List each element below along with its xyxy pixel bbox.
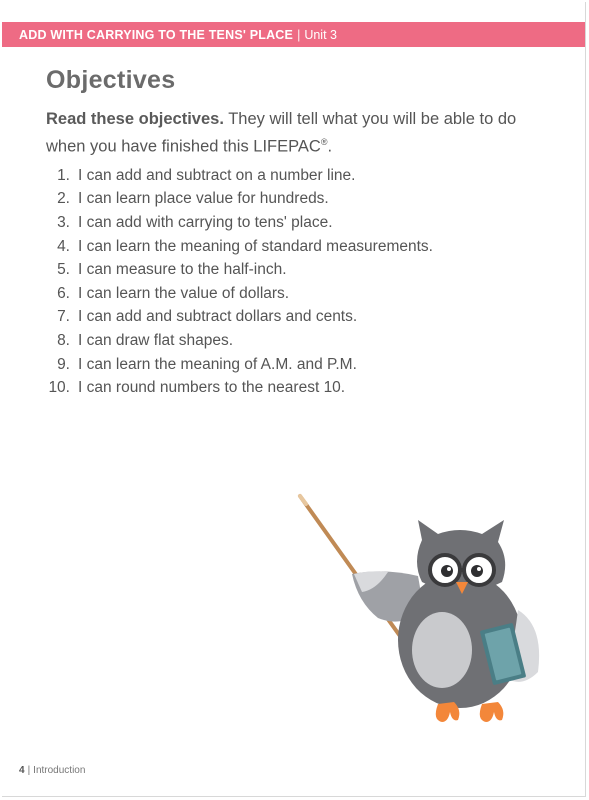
objective-text: I can learn place value for hundreds. xyxy=(78,190,329,208)
intro-end: . xyxy=(327,137,333,156)
owl-right-eye-glint xyxy=(477,567,481,571)
objective-item xyxy=(46,164,433,188)
intro-paragraph xyxy=(46,108,546,159)
footer-separator: | xyxy=(27,765,31,776)
objective-text: I can measure to the half-inch. xyxy=(78,261,287,279)
objective-text: I can learn the meaning of standard measurements. xyxy=(78,237,433,255)
objective-item xyxy=(46,211,433,235)
objective-text: I can draw flat shapes. xyxy=(78,331,234,349)
workbook-page xyxy=(2,2,586,797)
owl-head xyxy=(417,520,505,592)
objective-item xyxy=(46,235,433,259)
objective-number: 3. xyxy=(57,213,70,231)
objective-number: 7. xyxy=(57,308,70,326)
owl-belly xyxy=(412,612,472,688)
objective-item xyxy=(46,329,433,353)
header-separator: | xyxy=(297,27,301,42)
objectives-list xyxy=(46,164,433,400)
objective-number: 9. xyxy=(57,355,70,373)
owl-teacher-illustration xyxy=(292,490,562,730)
objective-number: 6. xyxy=(57,284,70,302)
objective-number: 2. xyxy=(57,190,70,208)
objective-text: I can add with carrying to tens' place. xyxy=(78,213,333,231)
owl-right-foot xyxy=(480,702,504,722)
registered-mark: ® xyxy=(320,137,328,147)
page-footer xyxy=(19,765,85,776)
unit-label: Unit 3 xyxy=(304,27,337,42)
objective-item xyxy=(46,188,433,212)
objective-text: I can add and subtract dollars and cents. xyxy=(78,308,358,326)
course-title: ADD WITH CARRYING TO THE TENS' PLACE xyxy=(19,27,294,42)
objective-number: 5. xyxy=(57,261,70,279)
objective-text: I can add and subtract on a number line. xyxy=(78,166,356,184)
objective-text: I can learn the meaning of A.M. and P.M. xyxy=(78,355,357,373)
objective-item xyxy=(46,258,433,282)
objective-number: 4. xyxy=(57,237,70,255)
owl-left-eye-glint xyxy=(447,567,451,571)
pointer-tip xyxy=(300,496,306,504)
objective-text: I can round numbers to the nearest 10. xyxy=(78,379,346,397)
objective-text: I can learn the value of dollars. xyxy=(78,284,290,302)
footer-section: Introduction xyxy=(33,765,86,776)
objective-number: 10. xyxy=(48,379,70,397)
owl-left-eye xyxy=(441,565,453,577)
owl-left-foot xyxy=(436,702,460,722)
objective-number: 8. xyxy=(57,331,70,349)
intro-text: They will tell what you will be able to do when you have finished this LIFEPAC xyxy=(46,110,517,156)
objective-number: 1. xyxy=(57,166,70,184)
owl-right-eye xyxy=(471,565,483,577)
page-number: 4 xyxy=(19,765,25,776)
objective-item xyxy=(46,353,433,377)
section-title: Objectives xyxy=(46,66,176,94)
objective-item xyxy=(46,282,433,306)
objective-item xyxy=(46,306,433,330)
header-bar xyxy=(2,22,585,47)
intro-lead: Read these objectives. xyxy=(46,110,224,128)
objective-item xyxy=(46,376,433,400)
